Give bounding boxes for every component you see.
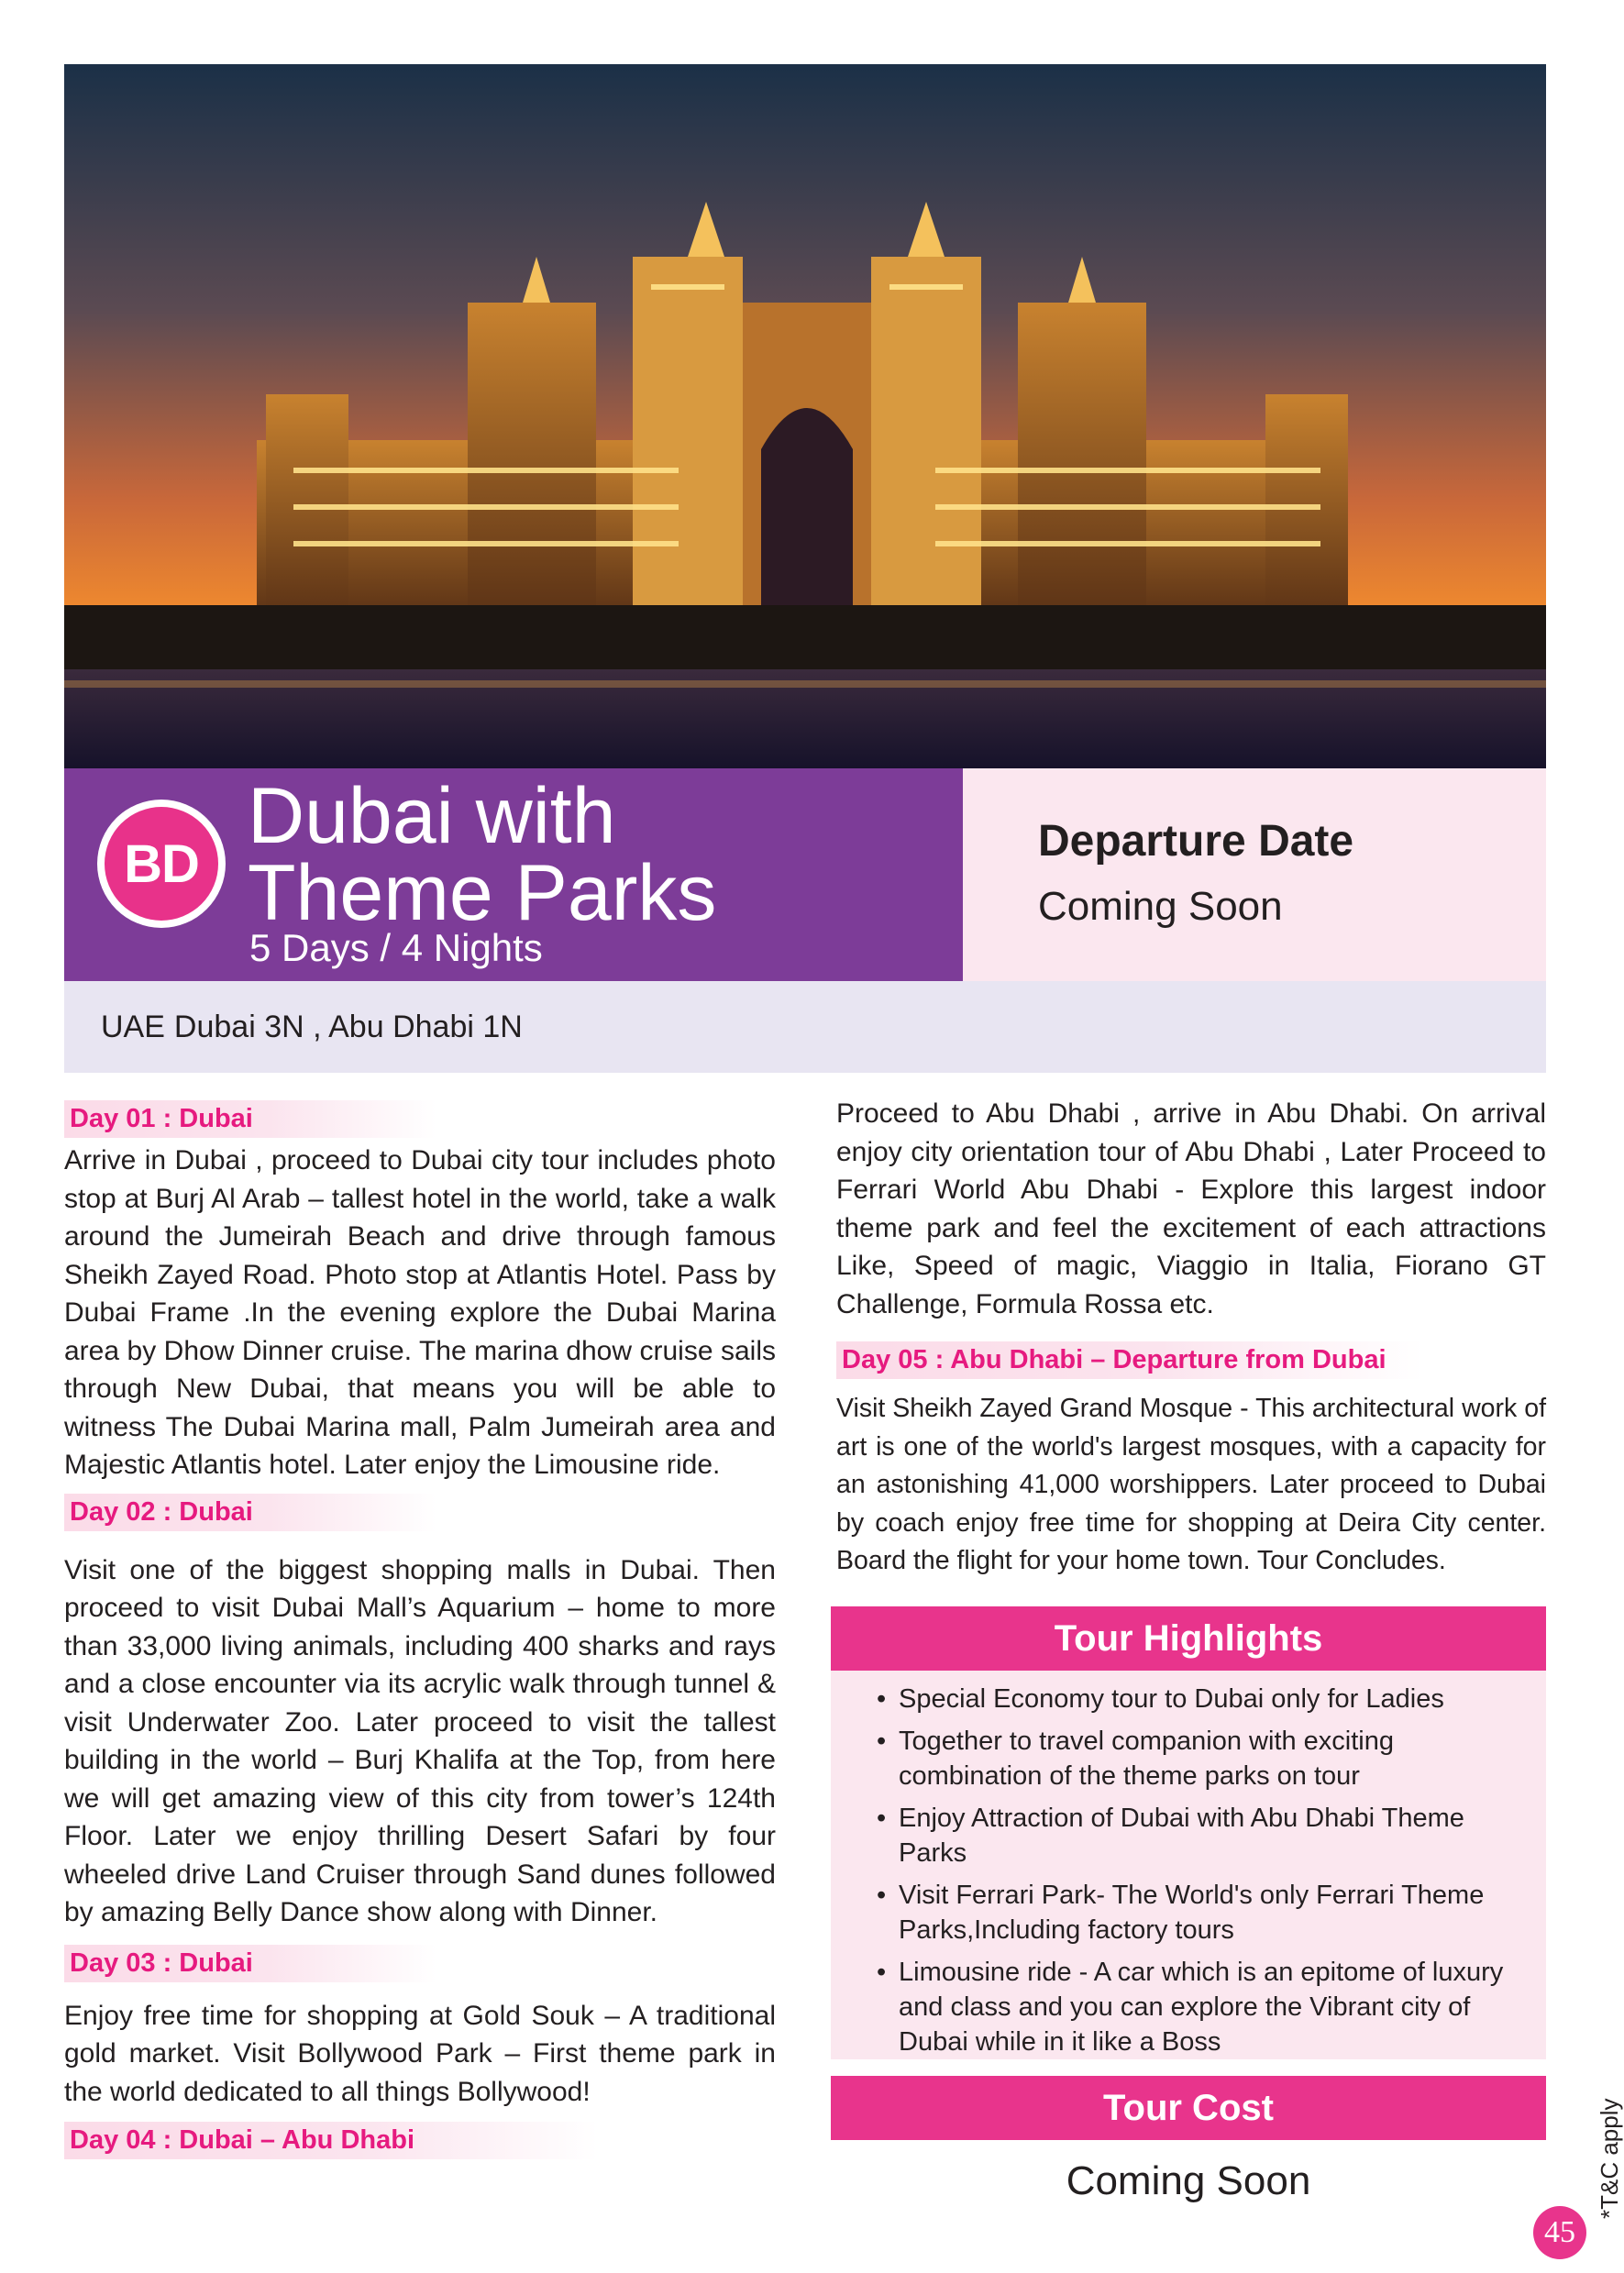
bd-badge xyxy=(97,800,226,928)
day-05-text: Visit Sheikh Zayed Grand Mosque - This architectural work of art is one of the world's largest mosques, with a capacity for an astonishing 41,000 worshippers. Later proceed to Dubai by coach enjoy free time for shopping at Deira City center. Board the flight for your home town. Tour Concludes. xyxy=(836,1394,1546,1575)
tour-cost-heading: Tour Cost xyxy=(831,2076,1546,2140)
day-05-title: Day 05 : Abu Dhabi – Departure from Dubai xyxy=(836,1341,1423,1379)
highlight-item: • Enjoy Attraction of Dubai with Abu Dhabi Theme Parks xyxy=(877,1801,1519,1870)
itinerary-left-column xyxy=(64,1100,776,2159)
route-bar xyxy=(64,981,1546,1073)
departure-box xyxy=(963,768,1546,981)
tour-highlights-heading: Tour Highlights xyxy=(831,1606,1546,1671)
terms-note xyxy=(1559,2036,1623,2219)
highlight-item: • Special Economy tour to Dubai only for Ladies xyxy=(877,1682,1519,1716)
package-title xyxy=(248,772,717,937)
day-01-title: Day 01 : Dubai xyxy=(64,1100,436,1138)
day-03-title: Day 03 : Dubai xyxy=(64,1945,436,1982)
day-02-text: Visit one of the biggest shopping malls in Dubai. Then proceed to visit Dubai Mall’s Aquarium – home to more than 33,000 living animals, including 400 sharks and rays and a close encounter via its acrylic walk through tunnel & visit Underwater Zoo. Later proceed to visit the tallest building in the world – Burj Khalifa at the Top, from here we will get amazing view of this city from tower’s 124th Floor. Later we enjoy thrilling Desert Safari by four wheeled drive Land Cruiser through Sand dunes followed by amazing Belly Dance show along with Dinner. xyxy=(64,1554,776,1927)
route-country: UAE xyxy=(101,1009,165,1044)
title-line-1: Dubai with xyxy=(248,772,616,860)
day-01 xyxy=(64,1100,776,1484)
route-places: Dubai 3N , Abu Dhabi 1N xyxy=(173,1009,523,1044)
day-02-title: Day 02 : Dubai xyxy=(64,1494,436,1531)
title-line-2: Theme Parks xyxy=(248,849,717,937)
hero-illustration xyxy=(64,64,1546,768)
highlights-list xyxy=(877,1682,1519,2059)
day-01-text: Arrive in Dubai , proceed to Dubai city tour includes photo stop at Burj Al Arab – tallest hotel in the world, take a walk around the Jumeirah Beach and drive through famous Sheikh Zayed Road. Photo stop at Atlantis Hotel. Pass by Dubai Frame .In the evening explore the Dubai Marina area by Dhow Dinner cruise. The marina dhow cruise sails through New Dubai, that means you will be able to witness The Dubai Marina mall, Palm Jumeirah area and Majestic Atlantis hotel. Later enjoy the Limousine ride. xyxy=(64,1145,776,1480)
terms-note-text: *T&C apply xyxy=(1596,2098,1623,2219)
day-04-title: Day 04 : Dubai – Abu Dhabi xyxy=(64,2122,598,2159)
day-03 xyxy=(64,1945,776,2112)
title-band xyxy=(64,768,963,981)
badge-label: BD xyxy=(105,807,218,921)
package-duration: 5 Days / 4 Nights xyxy=(249,926,543,969)
day-04-text: Proceed to Abu Dhabi , arrive in Abu Dhabi. On arrival enjoy city orientation tour of Abu Dhabi , Later Proceed to Ferrari World Abu Dhabi - Explore this largest indoor theme park and feel the excitement of each attractions Like, Speed of magic, Viaggio in Italia, Fiorano GT Challenge, Formula Rossa etc. xyxy=(836,1098,1546,1319)
departure-value: Coming Soon xyxy=(1038,884,1283,929)
hero-photo xyxy=(64,64,1546,768)
highlight-item: • Visit Ferrari Park- The World's only Ferrari Theme Parks,Including factory tours xyxy=(877,1878,1519,1947)
tour-highlights-box xyxy=(831,1671,1546,2059)
day-05 xyxy=(836,1341,1546,1581)
day-03-text: Enjoy free time for shopping at Gold Souk – A traditional gold market. Visit Bollywood Park – First theme park in the world dedicated to all things Bollywood! xyxy=(64,2000,776,2107)
day-04 xyxy=(64,2122,776,2159)
highlight-item: • Together to travel companion with exciting combination of the theme parks on tour xyxy=(877,1724,1519,1793)
tour-cost-value: Coming Soon xyxy=(831,2140,1546,2223)
itinerary-right-column xyxy=(836,1095,1546,1581)
day-02 xyxy=(64,1494,776,1932)
page-number: 45 xyxy=(1533,2206,1586,2259)
highlight-item: • Limousine ride - A car which is an epitome of luxury and class and you can explore the Vibrant city of Dubai while in it like a Boss xyxy=(877,1955,1519,2059)
departure-label: Departure Date xyxy=(1038,817,1354,866)
